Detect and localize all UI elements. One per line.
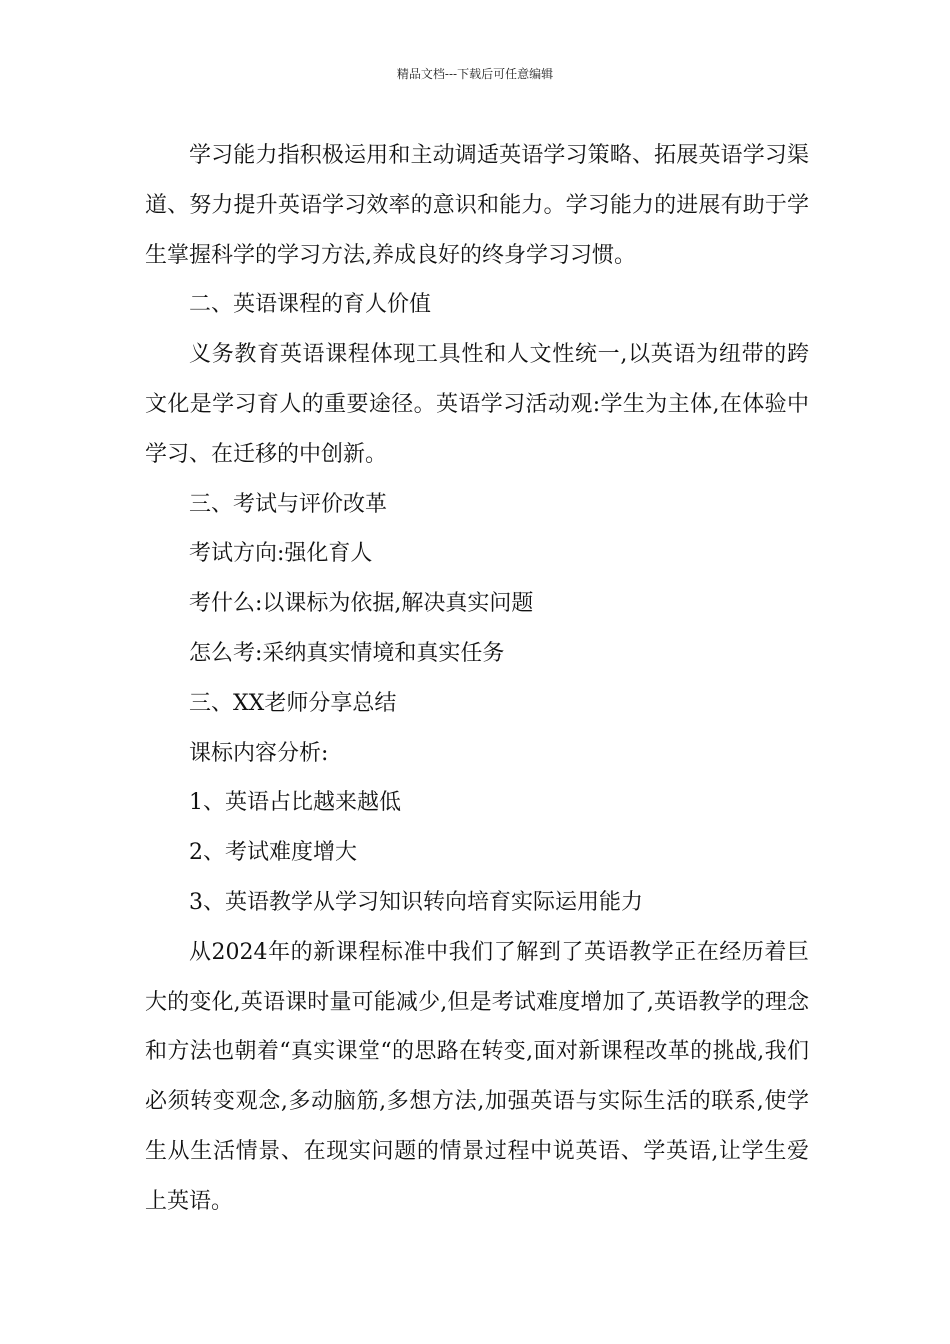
section-heading-teacher-summary: 三、XX老师分享总结 <box>189 690 397 716</box>
subheading-standards-analysis: 课标内容分析: <box>189 740 329 766</box>
list-item-what-to-test: 考什么:以课标为依据,解决真实问题 <box>189 591 534 617</box>
list-item-2: 2、考试难度增大 <box>189 840 357 866</box>
list-item-1: 1、英语占比越来越低 <box>189 790 401 816</box>
page-header: 精品文档---下载后可任意编辑 <box>396 67 554 81</box>
paragraph-learning-ability: 学习能力指积极运用和主动调适英语学习策略、拓展英语学习渠道、努力提升英语学习效率的意识和能力。学习能力的进展有助于学生掌握科学的学习方法,养成良好的终身学习习惯。 <box>145 143 809 268</box>
list-item-3: 3、英语教学从学习知识转向培育实际运用能力 <box>189 889 643 915</box>
paragraph-curriculum-value: 义务教育英语课程体现工具性和人文性统一,以英语为纽带的跨文化是学习育人的重要途径。英语学习活动观:学生为主体,在体验中学习、在迁移的中创新。 <box>145 342 809 467</box>
document-body <box>145 131 809 1227</box>
list-item-how-to-test: 怎么考:采纳真实情境和真实任务 <box>189 640 505 666</box>
section-heading-educational-value: 二、英语课程的育人价值 <box>189 292 432 318</box>
paragraph-conclusion: 从2024年的新课程标准中我们了解到了英语教学正在经历着巨大的变化,英语课时量可能减少,但是考试难度增加了,英语教学的理念和方法也朝着“真实课堂“的思路在转变,面对新课程改革的挑战,我们必须转变观念,多动脑筋,多想方法,加强英语与实际生活的联系,使学生从生活情景、在现实问题的情景过程中说英语、学英语,让学生爱上英语。 <box>145 939 809 1214</box>
section-heading-exam-reform: 三、考试与评价改革 <box>189 491 388 517</box>
list-item-exam-direction: 考试方向:强化育人 <box>189 541 373 567</box>
